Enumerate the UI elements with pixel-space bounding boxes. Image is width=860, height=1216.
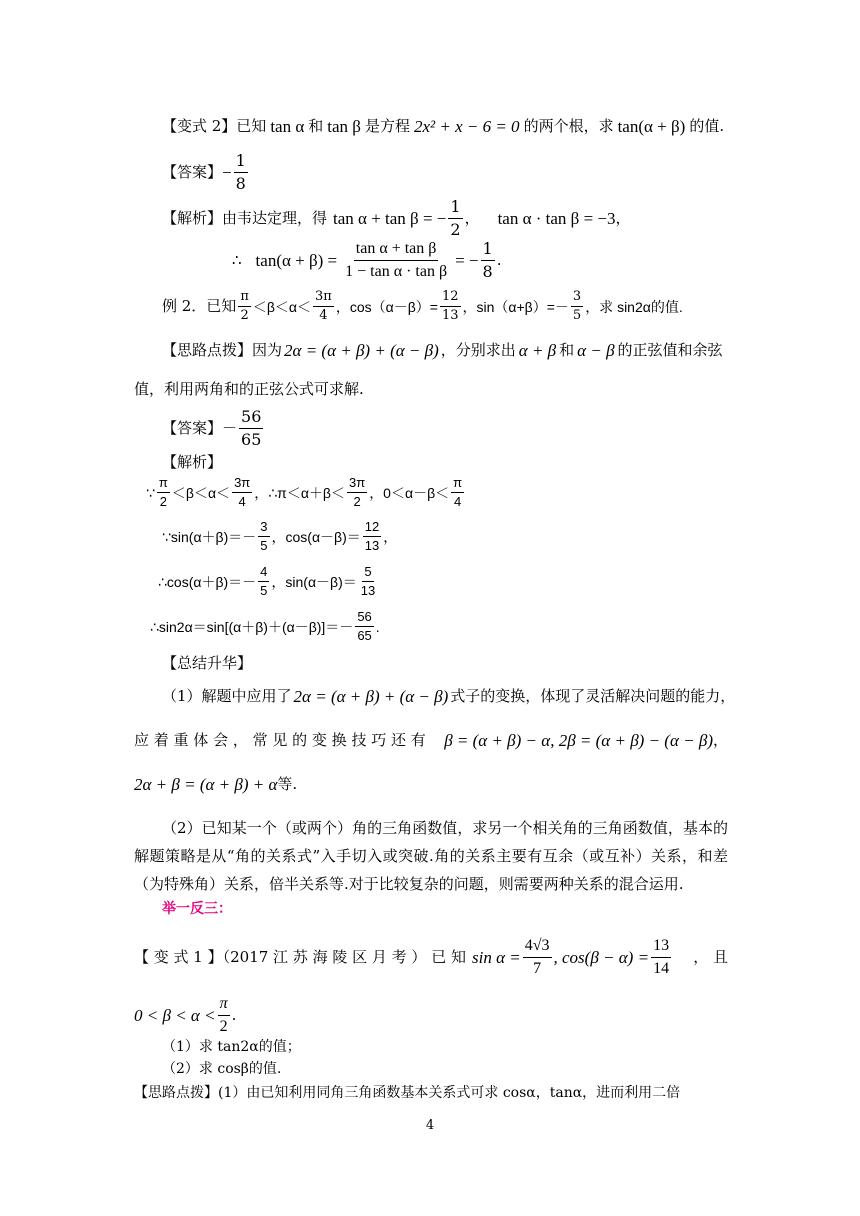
- a2-cos-sum: ∴cos(α＋β)＝－: [158, 573, 257, 590]
- a2-l4-frac: [355, 610, 373, 644]
- a2-f4n: π: [451, 476, 464, 493]
- a2-frac4: [451, 476, 464, 510]
- ex2-sin-frac: [571, 290, 583, 324]
- variant1-hint-text: 【思路点拨】(1）由已知利用同角三角函数基本关系式可求 cosα，tanα，进而利用二倍: [134, 1085, 681, 1101]
- answer1-den: 8: [235, 173, 246, 193]
- summary-p1d: ，: [712, 731, 728, 749]
- summary-p1b: 式子的变换，体现了灵活解决问题的能力，: [450, 687, 736, 705]
- variant2-and: 和: [308, 117, 324, 135]
- tan-beta: tan β: [327, 117, 361, 136]
- summary-p1a: （1）解题中应用了: [162, 687, 292, 705]
- variant2-lead: 【变式 2】已知: [162, 117, 267, 135]
- answer1-label: 【答案】: [162, 162, 223, 181]
- therefore-symbol: ∴: [232, 250, 242, 269]
- variant1-cond-frac: [218, 995, 230, 1035]
- tan-sum-fraction: [343, 240, 449, 280]
- analysis1-label: 【解析】由韦达定理，得: [162, 208, 328, 227]
- variant1-sin-den: 7: [533, 959, 542, 977]
- page-number: 4: [425, 1118, 435, 1133]
- hint1-alpha-plus-beta: α + β: [518, 341, 557, 360]
- variant1-cos-frac: [651, 937, 671, 977]
- ex2-cos-den: 13: [441, 308, 459, 324]
- summary-label: [162, 656, 252, 671]
- variant1-cond: 0 < β < α <: [134, 1005, 216, 1025]
- variant1-cond-end: .: [231, 1005, 237, 1024]
- summary-formula1: 2α = (α + β) + (α − β): [293, 687, 449, 706]
- analysis2-line4: [150, 610, 380, 644]
- a2-ineq2: ，∴π＜α＋β＜: [254, 484, 345, 501]
- a2-ineq1: ＜β＜α＜: [171, 484, 231, 501]
- target-expression: tan(α + β): [617, 117, 686, 136]
- a2-l3-frac1: [258, 565, 269, 599]
- summary-p1-line2: [134, 732, 728, 749]
- a2-l2-frac1: [258, 520, 269, 554]
- variant1-sin: sin α =: [471, 947, 521, 967]
- hint1-alpha-minus-beta: α − β: [577, 341, 615, 360]
- a2-f3n: 3π: [347, 476, 367, 493]
- product-expression: tan α · tan β = −3: [497, 208, 616, 228]
- ex2-cos-label: ，cos（α－β）=: [335, 298, 438, 315]
- variant1-hint: [134, 1086, 680, 1100]
- ex2-sin-den: 5: [572, 308, 582, 324]
- variant2-end: 的值.: [689, 117, 725, 135]
- ex2-sin-num: 3: [571, 290, 583, 307]
- variant1-condition: [134, 995, 236, 1035]
- a2-l3-f1n: 4: [258, 565, 269, 582]
- sum-den: 2: [450, 219, 461, 239]
- tan-alpha: tan α: [270, 117, 305, 136]
- tan-sum-result: [481, 240, 495, 280]
- a2-sin-sum: ∵sin(α＋β)＝－: [162, 528, 257, 545]
- a2-sin2a: ∴sin2α＝sin[(α＋β)＋(α－β)]＝－: [150, 618, 354, 635]
- hint1-line1: [162, 342, 723, 359]
- a2-l2-f2d: 13: [364, 538, 380, 554]
- variant2-line: [162, 118, 724, 135]
- answer2-den: 65: [241, 429, 262, 449]
- variant1-q1-text: （1）求 tan2α的值；: [162, 1039, 301, 1055]
- variant1-sin-num: 4√3: [523, 937, 552, 958]
- practice-label: 举一反三：: [162, 901, 232, 917]
- a2-l3-frac2: [359, 565, 377, 599]
- quadratic-equation: 2x² + x − 6 = 0: [413, 117, 520, 136]
- result-num: 1: [481, 240, 495, 261]
- a2-f3d: 2: [353, 494, 361, 510]
- summary-p1c: 应 着 重 体 会 ， 常 见 的 变 换 技 巧 还 有: [134, 731, 426, 749]
- summary-p1-line3: [134, 776, 297, 793]
- a2-l4-period: .: [375, 618, 380, 635]
- variant1-cond-num: π: [218, 995, 230, 1016]
- analysis1-comma: ，: [464, 208, 480, 227]
- hint1-formula: 2α = (α + β) + (α − β): [284, 341, 439, 360]
- a2-l3-f1d: 5: [260, 583, 268, 599]
- answer1-num: 1: [234, 152, 248, 173]
- summary-formula2: β = (α + β) − α, 2β = (α + β) − (α − β): [444, 731, 713, 750]
- variant1-line1: [134, 937, 728, 977]
- summary-p1-line1: [162, 688, 735, 705]
- variant1-sin-frac: [523, 937, 552, 977]
- answer2-num: 56: [239, 408, 263, 429]
- ex2-cos-num: 12: [440, 290, 461, 307]
- tan-sum-den: 1 − tan α · tan β: [345, 262, 448, 280]
- because-symbol: ∵: [146, 484, 155, 501]
- hint1-mid: ，分别求出: [440, 341, 516, 359]
- ex2-cos-frac: [440, 290, 461, 324]
- variant1-tail: ， 且: [693, 947, 728, 966]
- variant1-cos-num: 13: [651, 937, 671, 958]
- ex2-sin-label: ，sin（α+β）=－: [462, 298, 569, 315]
- ex2-pi: π: [238, 290, 251, 307]
- ex2-four: 4: [319, 308, 328, 324]
- answer1-fraction: [234, 152, 248, 192]
- ex2-frac-pi2: [238, 290, 251, 324]
- analysis1-period: .: [496, 250, 502, 269]
- a2-f1n: π: [157, 476, 170, 493]
- a2-l3-f2n: 5: [362, 565, 373, 582]
- a2-frac3: [347, 476, 367, 510]
- answer2-line: [162, 408, 265, 448]
- a2-f4d: 4: [454, 494, 462, 510]
- sum-expression: tan α + tan β = −: [333, 208, 447, 228]
- a2-l2-frac2: [363, 520, 381, 554]
- tan-sum-lhs: tan(α + β) =: [255, 250, 338, 270]
- analysis1-line2: [232, 240, 502, 280]
- summary-p1e: 等.: [277, 775, 298, 793]
- analysis1-comma2: ，: [615, 208, 631, 227]
- analysis2-line2: [162, 520, 397, 554]
- hint1-tail: 的正弦值和余弦: [617, 341, 723, 359]
- variant1-q2: [162, 1062, 281, 1076]
- example2-line: [162, 290, 683, 324]
- a2-sin-diff: ，sin(α－β)＝: [271, 573, 357, 590]
- variant1-lead: 【 变 式 1 】（2017 江 苏 海 陵 区 月 考 ） 已 知: [134, 947, 466, 966]
- variant1-cos-den: 14: [653, 959, 670, 977]
- analysis2-label-text: 【解析】: [162, 453, 223, 471]
- ex2-frac-3pi4: [313, 290, 334, 324]
- ex2-tail: ，求 sin2α的值.: [585, 298, 683, 315]
- summary-label-text: 【总结升华】: [162, 654, 253, 672]
- answer2-fraction: [239, 408, 263, 448]
- a2-ineq3: ，0＜α－β＜: [369, 484, 450, 501]
- variant2-eq-label: 是方程: [364, 117, 410, 135]
- analysis2-line3: [158, 565, 379, 599]
- a2-l4-num: 56: [355, 610, 373, 627]
- a2-f1d: 2: [159, 494, 168, 510]
- result-den: 8: [482, 261, 493, 281]
- tan-sum-num: tan α + tan β: [354, 240, 439, 261]
- analysis1-line1: [162, 198, 631, 238]
- analysis2-line1: [146, 476, 466, 510]
- a2-frac2: [232, 476, 252, 510]
- a2-l4-den: 65: [357, 628, 372, 644]
- variant1-cond-den: 2: [219, 1017, 228, 1035]
- a2-l2-f1n: 3: [258, 520, 269, 537]
- answer1-line: [162, 152, 250, 192]
- hint1-line2: [134, 382, 364, 397]
- hint1-and: 和: [559, 341, 575, 359]
- sum-num: 1: [448, 198, 462, 219]
- variant2-tail: 的两个根，求: [523, 117, 614, 135]
- answer1-sign: −: [222, 162, 232, 182]
- sum-fraction: [448, 198, 462, 238]
- variant1-q2-text: （2）求 cosβ的值.: [162, 1061, 282, 1077]
- variant1-cos: , cos(β − α) =: [553, 947, 650, 967]
- a2-f2n: 3π: [232, 476, 252, 493]
- example2-lead: 例 2．已知: [162, 297, 237, 316]
- summary-p2: （2）已知某一个（或两个）角的三角函数值，求另一个相关角的三角函数值，基本的解题策略是从“角的关系式”入手切入或突破.角的关系主要有互余（或互补）关系，和差（为特殊角）关系，倍半关系等.对于比较复杂的问题，则需要两种关系的混合运用.: [134, 819, 728, 893]
- a2-frac1: [157, 476, 170, 510]
- answer2-label: 【答案】: [162, 418, 223, 437]
- hint1-line2-text: 值，利用两角和的正弦公式可求解.: [134, 380, 364, 398]
- a2-l2-f2n: 12: [363, 520, 381, 537]
- a2-l2-comma: ，: [383, 528, 398, 545]
- ex2-3pi: 3π: [313, 290, 334, 307]
- summary-formula3: 2α + β = (α + β) + α: [134, 775, 278, 794]
- ex2-inequality: ＜β＜α＜: [252, 298, 312, 315]
- a2-l2-f1d: 5: [260, 538, 268, 554]
- a2-cos-diff: ，cos(α－β)＝: [271, 528, 361, 545]
- tan-sum-rhs: = −: [455, 250, 479, 270]
- analysis2-label: [162, 455, 222, 470]
- ex2-two: 2: [240, 308, 249, 324]
- answer2-sign: －: [222, 418, 238, 437]
- practice-heading: [162, 902, 232, 916]
- variant1-q1: [162, 1040, 301, 1054]
- a2-l3-f2d: 13: [360, 583, 376, 599]
- a2-f2d: 4: [238, 494, 246, 510]
- hint1-lead: 【思路点拨】因为: [162, 341, 283, 359]
